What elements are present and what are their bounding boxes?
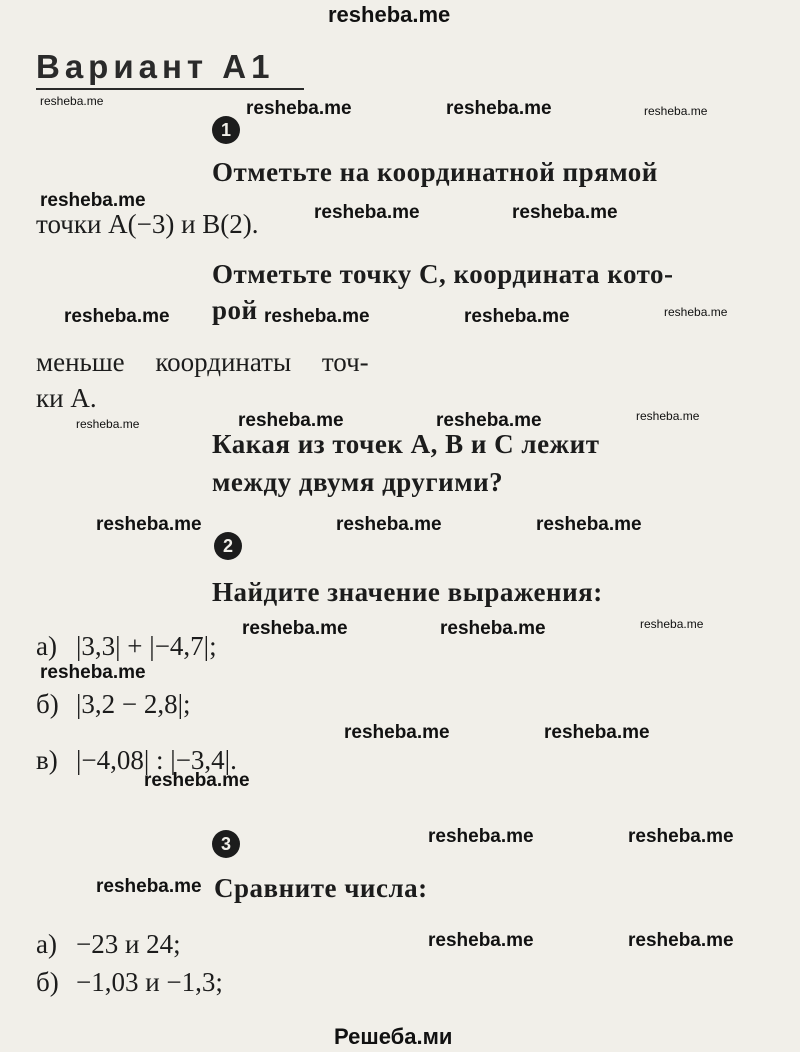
task-1-line-2: точки A(−3) и B(2).	[36, 209, 259, 239]
task-2-item-a-expression: |3,3| + |−4,7|;	[76, 631, 217, 661]
header-site-name: resheba.me	[328, 2, 451, 27]
watermark: resheba.me	[628, 930, 734, 951]
watermark-small: resheba.me	[636, 409, 700, 423]
task-1-line-1: Отметьте на координатной прямой	[212, 157, 658, 187]
watermark: resheba.me	[246, 98, 352, 119]
task-2-prompt: Найдите значение выражения:	[212, 577, 603, 607]
task-1-line-3: Отметьте точку C, координата кото-	[212, 259, 674, 289]
watermark: resheba.me	[536, 514, 642, 535]
watermark: resheba.me	[436, 410, 542, 431]
watermark: resheba.me	[144, 770, 250, 791]
task-3-item-b-marker: б)	[36, 967, 59, 997]
task-1-line-4: рой	[212, 295, 258, 325]
watermark: resheba.me	[336, 514, 442, 535]
task-3-item-b-expression: −1,03 и −1,3;	[76, 967, 223, 997]
watermark-small: resheba.me	[664, 305, 728, 319]
watermark: resheba.me	[264, 306, 370, 327]
page-title: Вариант А1	[36, 48, 275, 85]
title-underline	[36, 88, 304, 90]
watermark: resheba.me	[344, 722, 450, 743]
watermark: resheba.me	[96, 514, 202, 535]
task-3-item-a-expression: −23 и 24;	[76, 929, 181, 959]
task-3-item-a-marker: а)	[36, 929, 57, 959]
task-2-item-b-expression: |3,2 − 2,8|;	[76, 689, 191, 719]
task-1-line-8: между двумя другими?	[212, 467, 504, 497]
task-2-number-badge: 2	[214, 532, 242, 560]
task-3-prompt: Сравните числа:	[214, 873, 428, 903]
watermark: resheba.me	[238, 410, 344, 431]
watermark: resheba.me	[242, 618, 348, 639]
watermark-small: resheba.me	[40, 94, 104, 108]
task-2-item-c-marker: в)	[36, 745, 58, 775]
watermark: resheba.me	[428, 826, 534, 847]
watermark: resheba.me	[40, 190, 146, 211]
task-1-number-badge: 1	[212, 116, 240, 144]
watermark-small: resheba.me	[76, 417, 140, 431]
task-2-item-a-marker: а)	[36, 631, 57, 661]
task-1-line-6: ки A.	[36, 383, 97, 413]
watermark: resheba.me	[512, 202, 618, 223]
watermark: resheba.me	[428, 930, 534, 951]
watermark: resheba.me	[446, 98, 552, 119]
watermark-small: resheba.me	[640, 617, 704, 631]
footer-site-name: Решеба.ми	[334, 1024, 453, 1049]
task-1-line-7: Какая из точек A, B и C лежит	[212, 429, 600, 459]
watermark: resheba.me	[96, 876, 202, 897]
watermark: resheba.me	[440, 618, 546, 639]
task-2-item-b-marker: б)	[36, 689, 59, 719]
task-1-line-5: меньше координаты точ-	[36, 347, 369, 377]
watermark: resheba.me	[464, 306, 570, 327]
watermark: resheba.me	[64, 306, 170, 327]
watermark-small: resheba.me	[644, 104, 708, 118]
watermark: resheba.me	[314, 202, 420, 223]
watermark: resheba.me	[628, 826, 734, 847]
watermark: resheba.me	[40, 662, 146, 683]
task-2-item-c-expression: |−4,08| : |−3,4|.	[76, 745, 237, 775]
watermark: resheba.me	[544, 722, 650, 743]
task-3-number-badge: 3	[212, 830, 240, 858]
